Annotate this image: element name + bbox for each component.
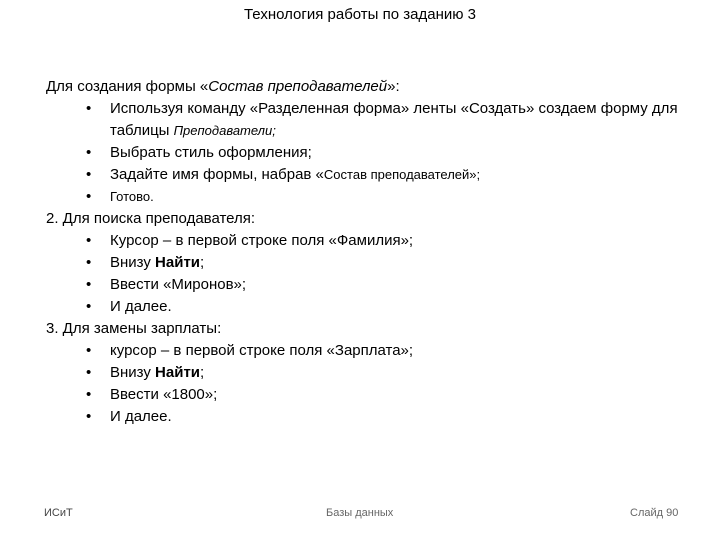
list-item xyxy=(46,98,706,142)
list-item xyxy=(46,384,706,406)
list-item xyxy=(46,230,706,252)
list-item xyxy=(46,252,706,274)
list-item-table-name: Преподаватели; xyxy=(173,123,276,138)
section-2-list xyxy=(46,230,706,318)
list-item-text-end: ; xyxy=(200,364,205,381)
list-item-text: Ввести «1800»; xyxy=(110,386,218,403)
list-item xyxy=(46,274,706,296)
section-3-list xyxy=(46,340,706,428)
list-item xyxy=(46,296,706,318)
section-1-heading-end: »: xyxy=(387,78,400,95)
section-2-heading: 2. Для поиска преподавателя: xyxy=(46,210,256,227)
footer-topic: Базы данных xyxy=(326,507,394,519)
list-item-command: Найти xyxy=(155,254,201,271)
section-1-heading xyxy=(46,76,706,98)
slide-content xyxy=(46,76,706,428)
list-item-text: Внизу xyxy=(110,254,156,271)
section-1-list xyxy=(46,98,706,208)
list-item-text: Курсор – в первой строке поля «Фамилия»; xyxy=(110,232,414,249)
list-item-command: Найти xyxy=(155,364,201,381)
list-item xyxy=(46,164,706,186)
section-3-heading: 3. Для замены зарплаты: xyxy=(46,320,222,337)
list-item xyxy=(46,340,706,362)
list-item-form-name: Состав преподавателей»; xyxy=(323,167,481,182)
list-item xyxy=(46,362,706,384)
list-item xyxy=(46,142,706,164)
list-item-text: Ввести «Миронов»; xyxy=(110,276,247,293)
section-1-heading-form-name: Состав преподавателей xyxy=(208,78,388,95)
list-item-text: И далее. xyxy=(110,408,172,425)
list-item-text: Задайте имя формы, набрав « xyxy=(110,166,324,183)
list-item xyxy=(46,406,706,428)
footer-course: ИСиТ xyxy=(44,507,73,519)
section-1-heading-start: Для создания формы « xyxy=(46,78,209,95)
slide-title: Технология работы по заданию 3 xyxy=(243,6,476,23)
list-item-text: Готово. xyxy=(110,189,154,204)
footer-slide-number: Слайд 90 xyxy=(630,507,679,519)
list-item-text: курсор – в первой строке поля «Зарплата»; xyxy=(110,342,414,359)
list-item xyxy=(46,186,706,208)
list-item-text-end: ; xyxy=(200,254,205,271)
list-item-text: Внизу xyxy=(110,364,156,381)
list-item-text: Выбрать стиль оформления; xyxy=(110,144,312,161)
list-item-text: Используя команду «Разделенная форма» ленты «Создать» создаем форму для таблицы xyxy=(110,100,678,139)
list-item-text: И далее. xyxy=(110,298,172,315)
